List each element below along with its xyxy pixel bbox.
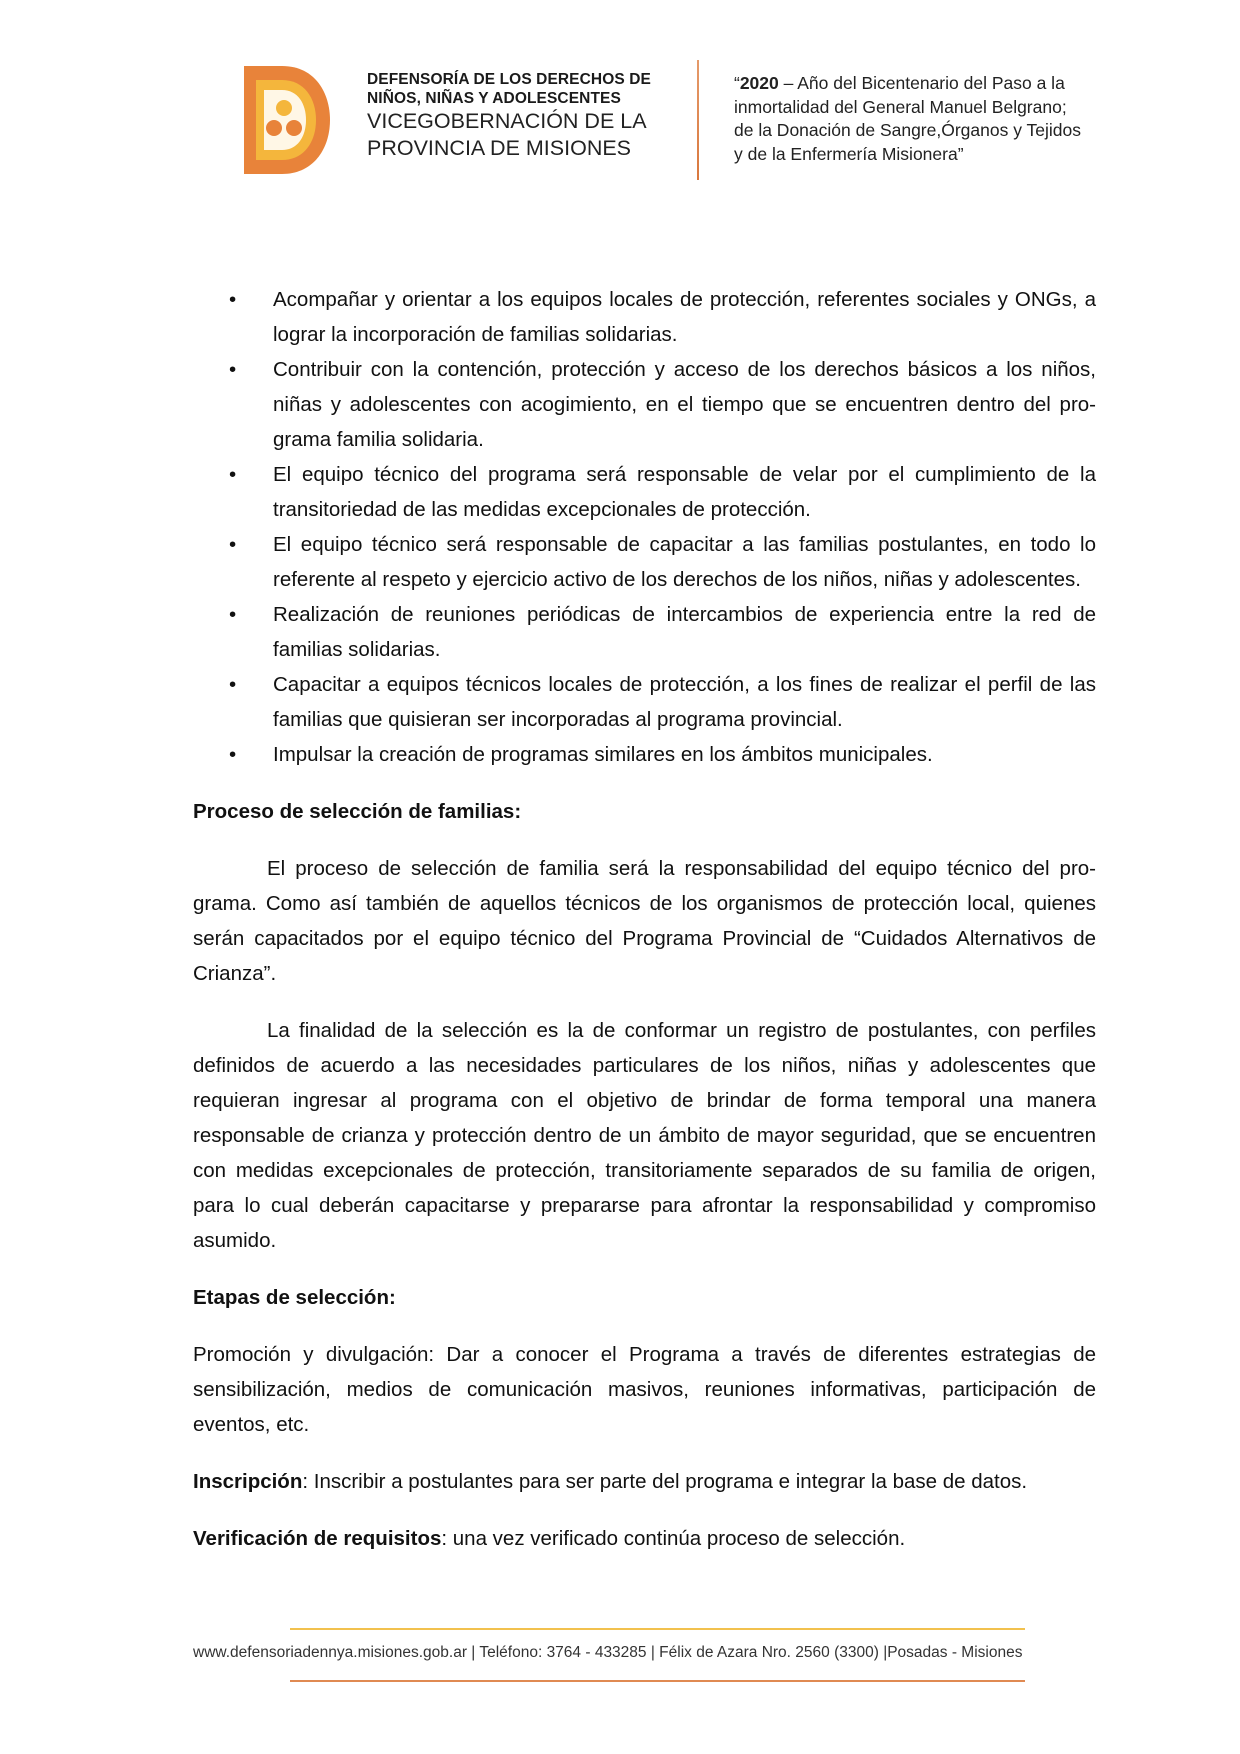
footer-rule-top [290, 1628, 1025, 1630]
list-item [193, 667, 1096, 737]
list-item-text: Realización de reuniones periódicas de intercambios de experiencia entre la red de familias solidarias. [273, 603, 1096, 661]
inscripcion-text: : Inscribir a postulantes para ser parte del programa e integrar la base de datos. [302, 1470, 1028, 1493]
list-item [193, 457, 1096, 527]
objectives-list [193, 282, 1096, 772]
motto-line-4: y de la Enfermería Misionera” [734, 143, 964, 164]
paragraph-inscripcion [193, 1464, 1096, 1499]
footer-contact: www.defensoriadennya.misiones.gob.ar | Teléfono: 3764 - 433285 | Félix de Azara Nro. 2560 (3300) |Posadas - Misiones [193, 1644, 1023, 1661]
section-heading-etapas: Etapas de selección: [193, 1286, 396, 1309]
list-item [193, 597, 1096, 667]
paragraph-promocion: Promoción y divulgación: Dar a conocer el Programa a través de diferentes estrategias de sensibilización, medios de comunicación masivos, reuniones informativas, participación de eventos, etc. [193, 1343, 1096, 1436]
document-body [193, 282, 1096, 1556]
motto-open-quote: “ [734, 73, 740, 93]
bullet-icon: • [229, 288, 237, 311]
org-line-2: NIÑOS, NIÑAS Y ADOLESCENTES [367, 89, 621, 107]
section-heading-seleccion: Proceso de selección de familias: [193, 800, 522, 823]
defensoria-logo [238, 62, 334, 178]
bullet-icon: • [229, 603, 237, 626]
paragraph-proceso: El proceso de selección de familia será la responsabilidad del equipo técnico del pro-grama. Como así también de aquellos técnicos de los organismos de protección local, quienes serán capacitados por el equipo técnico del Programa Provincial de “Cuidados Alternativos de Crianza”. [193, 857, 1096, 985]
list-item [193, 737, 1096, 772]
list-item-text: Impulsar la creación de programas similares en los ámbitos municipales. [273, 743, 933, 766]
list-item-text: Acompañar y orientar a los equipos locales de protección, referentes sociales y ONGs, a lograr la incorporación de familias solidarias. [273, 288, 1096, 346]
org-line-3: VICEGOBERNACIÓN DE LA [367, 109, 647, 133]
child-face-icon [286, 120, 302, 136]
bullet-icon: • [229, 358, 237, 381]
list-item-text: Contribuir con la contención, protección y acceso de los derechos básicos a los niños, niñas y adolescentes con acogimiento, en el tiempo que se encuentren dentro del pro-grama familia solidaria. [273, 358, 1096, 451]
list-item-text: Capacitar a equipos técnicos locales de protección, a los fines de realizar el perfil de las familias que quisieran ser incorporadas al programa provincial. [273, 673, 1096, 731]
child-face-icon [276, 100, 292, 116]
bullet-icon: • [229, 463, 237, 486]
list-item-text: El equipo técnico del programa será responsable de velar por el cumplimiento de la transitoriedad de las medidas excepcionales de protección. [273, 463, 1096, 521]
organization-name [367, 72, 667, 159]
year-motto [734, 72, 1134, 166]
header-divider [697, 60, 699, 180]
motto-line-2: inmortalidad del General Manuel Belgrano; [734, 96, 1067, 117]
motto-line-3: de la Donación de Sangre,Órganos y Tejidos [734, 120, 1081, 140]
org-line-1: DEFENSORÍA DE LOS DERECHOS DE [367, 71, 651, 88]
bullet-icon: • [229, 743, 237, 766]
child-face-icon [266, 120, 282, 136]
bullet-icon: • [229, 533, 237, 556]
bullet-icon: • [229, 673, 237, 696]
paragraph-finalidad: La finalidad de la selección es la de conformar un registro de postulantes, con perfiles definidos de acuerdo a las necesidades particulares de los niños, niñas y adolescentes que requieran ingresar al programa con el objetivo de brindar de forma temporal una manera responsable de crianza y protección dentro de un ámbito de mayor seguridad, que se encuentren con medidas excepcionales de protección, transitoriamente separados de su familia de origen, para lo cual deberán capacitarse y prepararse para afrontar la responsabilidad y compromiso asumido. [193, 1019, 1096, 1252]
list-item-text: El equipo técnico será responsable de capacitar a las familias postulantes, en todo lo referente al respeto y ejercicio activo de los derechos de los niños, niñas y adolescentes. [273, 533, 1096, 591]
motto-year: 2020 [739, 73, 779, 93]
list-item [193, 527, 1096, 597]
list-item [193, 352, 1096, 457]
org-line-4: PROVINCIA DE MISIONES [367, 135, 632, 160]
motto-line-1: – Año del Bicentenario del Paso a la [778, 73, 1065, 93]
verificacion-text: : una vez verificado continúa proceso de selección. [441, 1527, 906, 1550]
verificacion-label: Verificación de requisitos [193, 1527, 442, 1550]
footer-rule-bottom [290, 1680, 1025, 1682]
paragraph-verificacion [193, 1521, 1096, 1556]
inscripcion-label: Inscripción [193, 1470, 303, 1493]
list-item [193, 282, 1096, 352]
